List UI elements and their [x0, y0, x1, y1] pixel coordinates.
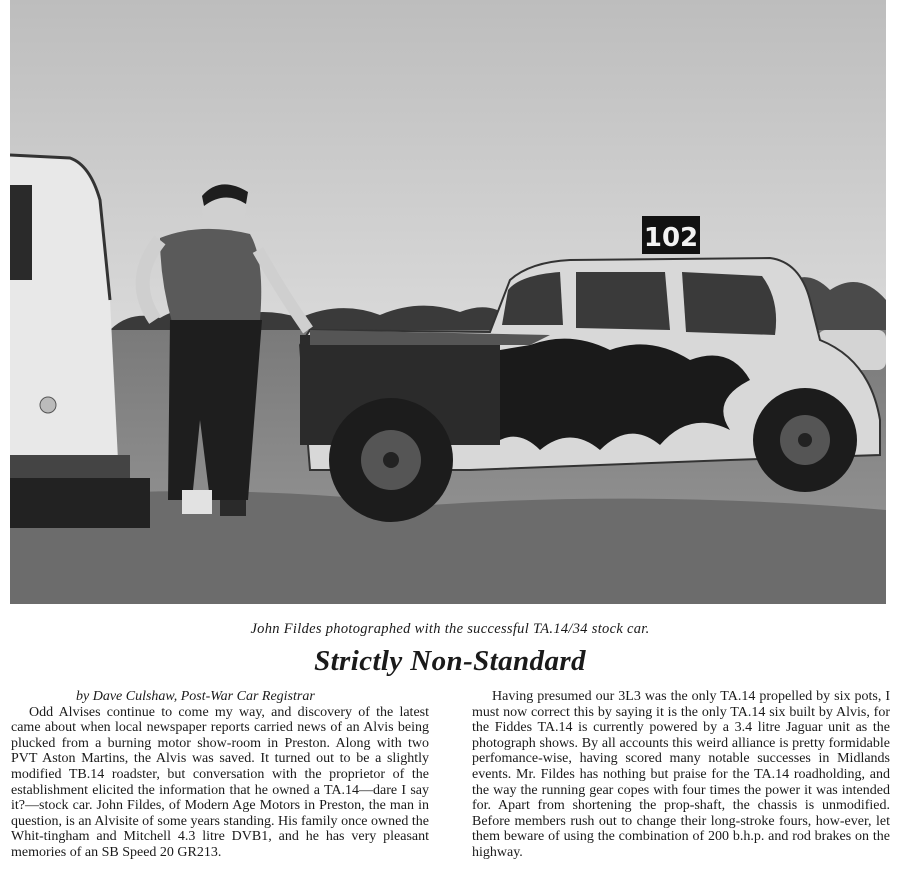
- article-headline: Strictly Non-Standard: [314, 645, 586, 677]
- stock-car-photo: [10, 0, 886, 604]
- article-column-left: [11, 689, 429, 861]
- article-byline: by Dave Culshaw, Post-War Car Registrar: [76, 689, 315, 704]
- article-paragraph: Having presumed our 3L3 was the only TA.14 propelled by six pots, I must now correct this by saying it is the only TA.14 six built by Alvis, for the Fiddes TA.14 is currently powered by a 3.4 litre Jaguar unit as the photograph shows. By all accounts this weird alliance is pretty formidable perfomance-wise, having scored many notable successes in Midlands events. Mr. Fildes has nothing but praise for the TA.14 roadholding, and the way the running gear copes with four times the power it was intended for. Apart from shortening the prop-shaft, the chassis is unmodified. Before members rush out to change their long-stroke fours, how-ever, let them beware of using the combination of 200 b.h.p. and rod brakes on the highway.: [472, 689, 890, 860]
- photo-caption: John Fildes photographed with the successful TA.14/34 stock car.: [250, 621, 650, 637]
- article-column-right: [472, 689, 890, 861]
- article-paragraph: Odd Alvises continue to come my way, and discovery of the latest came about when local newspaper reports carried news of an Alvis being plucked from a burning motor show-room in Preston. Along with two PVT Aston Martins, the Alvis was saved. It turned out to be a slightly modified TB.14 roadster, but conversation with the proprietor of the establishment elicited the information that he owned a TA.14—dare I say it?—stock car. John Fildes, of Modern Age Motors in Preston, the man in question, is an Alvisite of some years standing. His family once owned the Whit-tingham and Mitchell 4.3 litre DVB1, and he has very pleasant memories of an SB Speed 20 GR213.: [11, 704, 429, 860]
- car-number: 102: [643, 223, 699, 253]
